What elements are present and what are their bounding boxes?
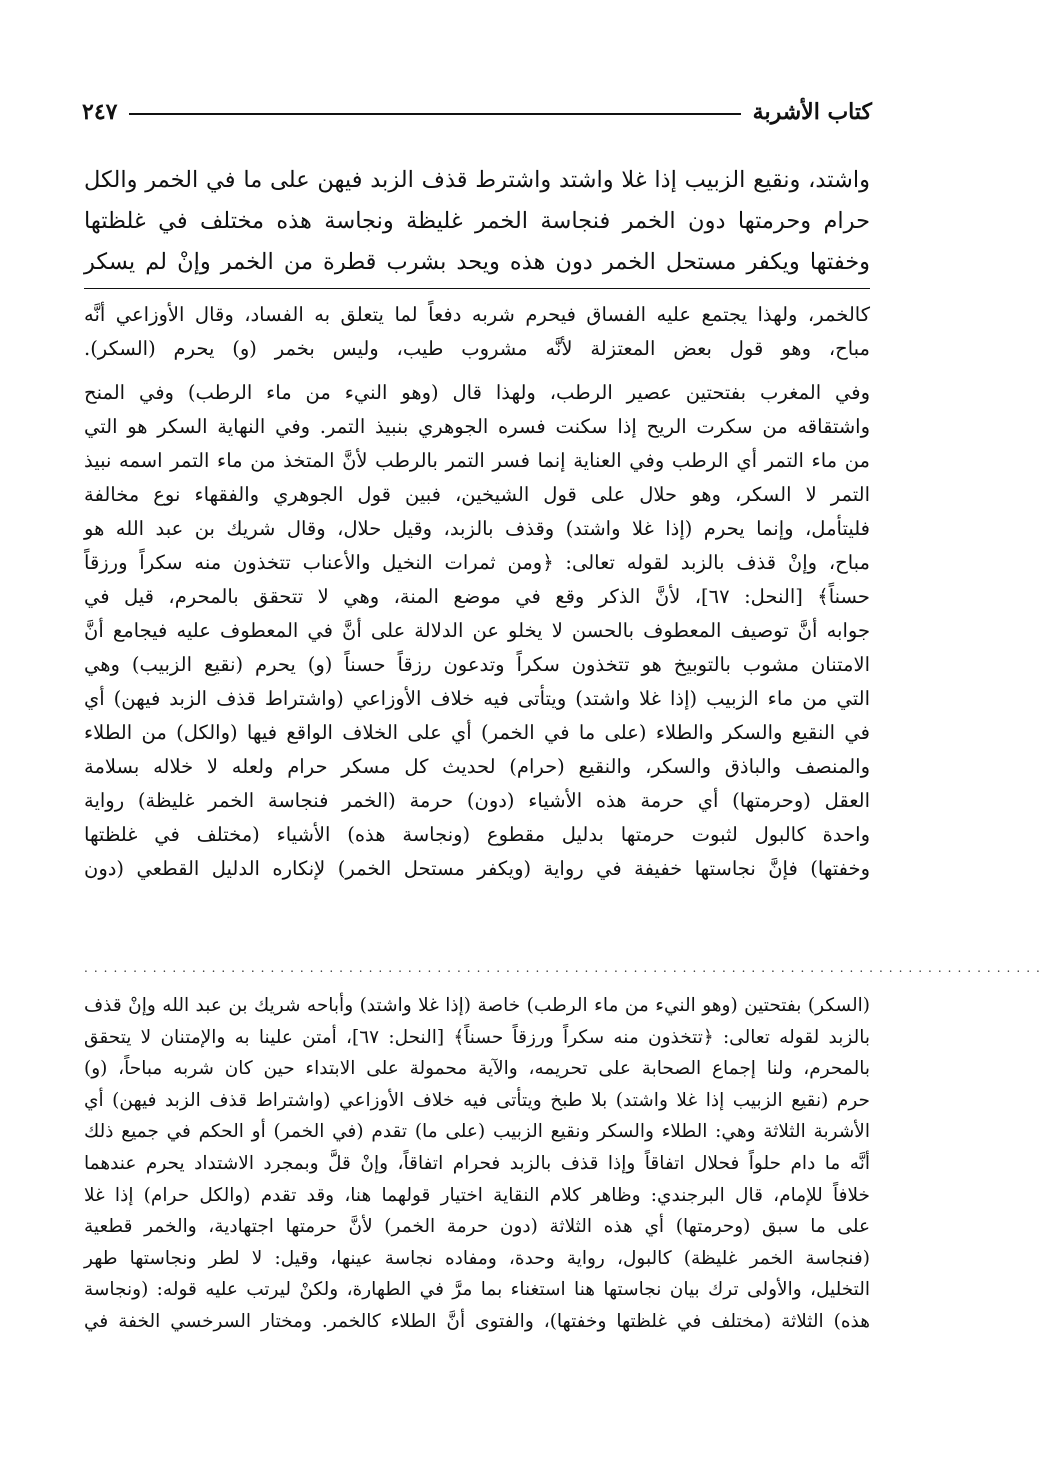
- matn-divider: [84, 288, 870, 289]
- matn-line: وخفتها ويكفر مستحل الخمر دون هذه ويحد بشرب قطرة من الخمر وإنْ لم يسكر: [84, 249, 870, 275]
- sharh-line: حسناً﴾ [النحل: ٦٧]، لأنَّ الذكر وقع في موضع المنة، وهي لا تتحقق بالمحرم، قيل في: [84, 585, 870, 608]
- hashiya-line: (السكر) بفتحتين (وهو النيء من ماء الرطب) خاصة (إذا غلا واشتد) وأباحه شريك بن عبد الله وإنْ قذف: [84, 995, 870, 1016]
- sharh-line: في النقيع والسكر والطلاء (على ما في الخمر) أي على الخلاف الواقع فيها (والكل) من الطلاء: [84, 721, 870, 744]
- hashiya-text: [84, 990, 870, 1338]
- dotted-divider: ..................................................................................................: [84, 961, 1046, 975]
- sharh-line: التي من ماء الزبيب (إذا غلا واشتد) ويتأتى فيه خلاف الأوزاعي (واشتراط قذف الزبد فيهن) أي: [84, 687, 870, 710]
- paragraph-gap: [84, 366, 870, 376]
- sharh-line: الامتنان مشوب بالتوبيخ هو تتخذون سكراً وتدعون رزقاً حسناً (و) يحرم (نقيع الزبيب) وهي: [84, 653, 870, 676]
- sharh-line: وخفتها) فإنَّ نجاستها خفيفة في رواية (ويكفر مستحل الخمر) لإنكاره الدليل القطعي (دون: [84, 857, 870, 880]
- sharh-text: [84, 298, 870, 886]
- sharh-line: التمر لا السكر، وهو حلال على قول الشيخين، فبين قول الجوهري والفقهاء نوع مخالفة: [84, 483, 870, 506]
- hashiya-line: خلافاً للإمام، قال البرجندي: وظاهر كلام النقاية اختيار قولهما هنا، وقد تقدم (والكل حرام) إذا غلا: [84, 1184, 870, 1206]
- matn-line: حرام وحرمتها دون الخمر فنجاسة الخمر غليظة ونجاسة هذه مختلف في غلظتها: [84, 208, 870, 234]
- chapter-title: كتاب الأشربة: [752, 99, 872, 125]
- matn-text: [84, 160, 870, 283]
- page-number: ٢٤٧: [82, 99, 118, 125]
- sharh-line: العقل (وحرمتها) أي حرمة هذه الأشياء (دون) حرمة (الخمر فنجاسة الخمر غليظة) رواية: [84, 789, 870, 812]
- matn-line: واشتد، ونقيع الزبيب إذا غلا واشتد واشترط قذف الزبد فيهن على ما في الخمر والكل: [84, 167, 870, 193]
- sharh-line: واحدة كالبول لثبوت حرمتها بدليل مقطوع (ونجاسة هذه) الأشياء (مختلف في غلظتها: [84, 823, 870, 846]
- header-rule: [129, 113, 740, 115]
- sharh-line: مباح، وإنْ قذف بالزبد لقوله تعالى: ﴿ومن ثمرات النخيل والأعناب تتخذون منه سكراً ورزقاً: [84, 551, 870, 574]
- hashiya-line: أنَّه ما دام حلواً فحلال اتفاقاً وإذا قذف بالزبد فحرام اتفاقاً، وإنْ قلَّ وبمجرد الاشتداد يحرم عندهما: [84, 1152, 870, 1174]
- sharh-line: كالخمر، ولهذا يجتمع عليه الفساق فيحرم شربه دفعاً لما يتعلق به الفساد، وقال الأوزاعي أنَّه: [84, 303, 870, 326]
- page-header: [82, 92, 872, 132]
- hashiya-line: (فنجاسة الخمر غليظة) كالبول، رواية وحدة، ومفاده نجاسة عينها، وقيل: لا لطر ونجاستها طهر: [84, 1247, 870, 1269]
- hashiya-line: حرم (نقيع الزبيب إذا غلا واشتد) بلا طبخ ويتأتى فيه خلاف الأوزاعي (واشتراط قذف الزبد فيهن) أي: [84, 1089, 870, 1111]
- hashiya-line: الأشربة الثلاثة وهي: الطلاء والسكر ونقيع الزبيب (على ما) تقدم (في الخمر) أو الحكم في جميع ذلك: [84, 1121, 870, 1143]
- sharh-line: فليتأمل، وإنما يحرم (إذا غلا واشتد) وقذف بالزبد، وقيل حلال، وقال شريك بن عبد الله هو: [84, 517, 870, 540]
- sharh-line: جوابه أنَّ توصيف المعطوف بالحسن لا يخلو عن الدلالة على أنَّ في المعطوف عليه فيجامع أنَّ: [84, 619, 870, 642]
- hashiya-line: بالزبد لقوله تعالى: ﴿تتخذون منه سكراً ورزقاً حسناً﴾ [النحل: ٦٧]، أمتن علينا به والإمتنان لا يتحقق: [84, 1026, 870, 1048]
- sharh-line: والمنصف والباذق والسكر، والنقيع (حرام) لحديث كل مسكر حرام ولعله لا خلاله بسلامة: [84, 755, 870, 778]
- sharh-line: واشتقاقه من سكرت الريح إذا سكنت فسره الجوهري بنبيذ التمر. وفي النهاية السكر هو التي: [84, 415, 870, 438]
- hashiya-line: هذه) الثلاثة (مختلف في غلظتها وخفتها)، والفتوى أنَّ الطلاء كالخمر. ومختار السرخسي الخفة في: [84, 1310, 870, 1332]
- hashiya-line: التخليل، والأولى ترك بيان نجاستها هنا استغناء بما مرَّ في الطهارة، ولكنْ ليرتب عليه قوله: (ونجاسة: [84, 1279, 870, 1301]
- sharh-line: وفي المغرب بفتحتين عصير الرطب، ولهذا قال (وهو النيء من ماء الرطب) وفي المنح: [84, 381, 870, 404]
- sharh-line: مباح، وهو قول بعض المعتزلة لأنَّه مشروب طيب، وليس بخمر (و) يحرم (السكر).: [84, 337, 870, 360]
- hashiya-line: بالمحرم، ولنا إجماع الصحابة على تحريمه، والآية محمولة على الابتداء حين كان شربه مباحاً، (و): [84, 1058, 870, 1080]
- sharh-line: من ماء التمر أي الرطب وفي العناية إنما فسر التمر بالرطب لأنَّ المتخذ من ماء التمر اسمه نبيذ: [84, 449, 870, 472]
- hashiya-line: على ما سبق (وحرمتها) أي هذه الثلاثة (دون حرمة الخمر) لأنَّ حرمتها اجتهادية، والخمر قطعية: [84, 1216, 870, 1238]
